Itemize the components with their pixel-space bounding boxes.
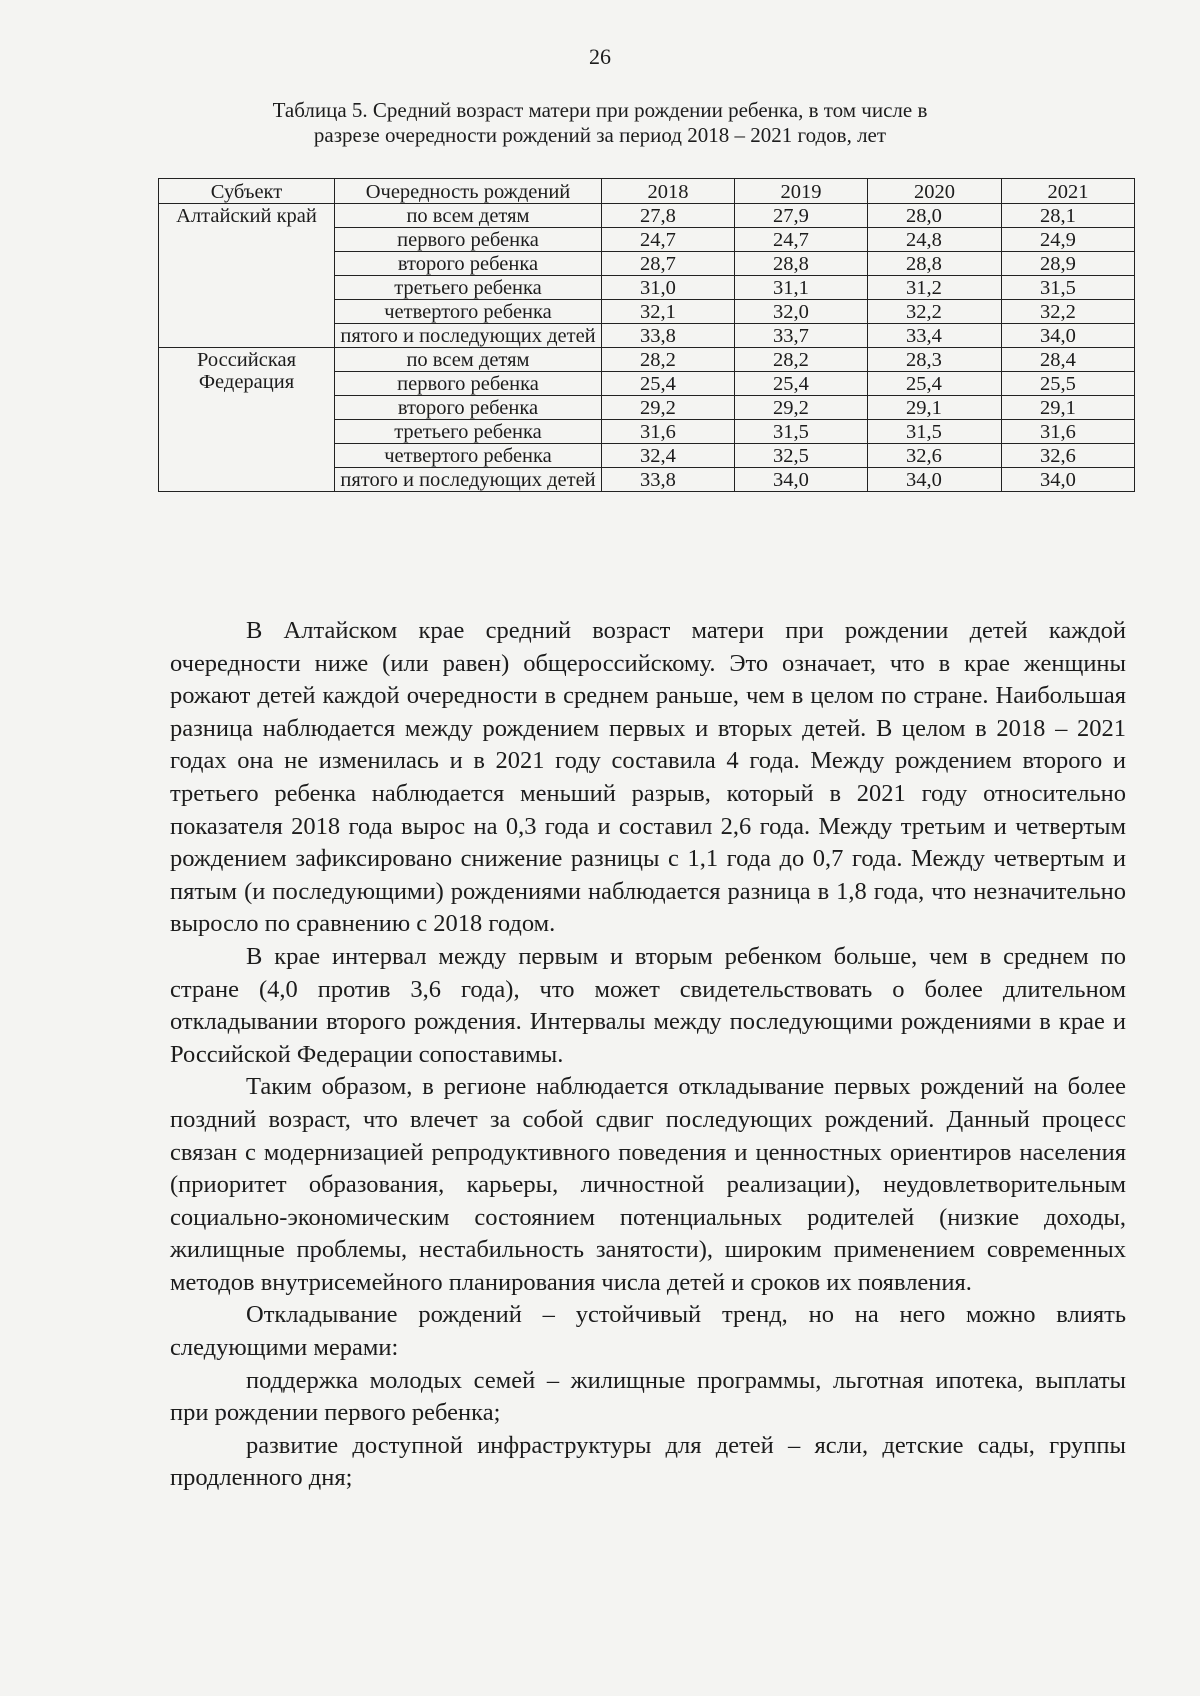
paragraph: Откладывание рождений – устойчивый тренд, но на него можно влиять следующими мерами:: [170, 1301, 1126, 1362]
value-cell: 32,1: [602, 300, 735, 324]
order-cell: по всем детям: [335, 204, 602, 228]
paragraph: В Алтайском крае средний возраст матери при рождении детей каждой очередности ниже (или равен) общероссийскому. Это означает, что в крае женщины рожают детей каждой очередности в среднем раньше, чем в целом по стране. Наибольшая разница наблюдается между рождением первых и вторых детей. В целом в 2018 – 2021 годах она не изменилась и в 2021 году составила 4 года. Между рождением второго и третьего ребенка наблюдается меньший разрыв, который в 2021 году относительно показателя 2018 года вырос на 0,3 года и составил 2,6 года. Между третьим и четвертым рождением зафиксировано снижение разницы с 1,1 года до 0,7 года. Между четвертым и пятым (и последующими) рождениями наблюдается разница в 1,8 года, что незначительно выросло по сравнению с 2018 годом.: [170, 617, 1126, 938]
header-subject: Субъект: [159, 179, 335, 204]
page-number: 26: [589, 44, 611, 69]
value-cell: 24,7: [602, 228, 735, 252]
value-cell: 28,8: [868, 252, 1002, 276]
order-cell: по всем детям: [335, 348, 602, 372]
subject-cell: Алтайский край: [159, 204, 335, 348]
value-cell: 34,0: [735, 468, 868, 492]
value-cell: 34,0: [1002, 324, 1135, 348]
value-cell: 32,5: [735, 444, 868, 468]
value-cell: 28,2: [602, 348, 735, 372]
value-cell: 31,5: [735, 420, 868, 444]
paragraph: поддержка молодых семей – жилищные программы, льготная ипотека, выплаты при рождении первого ребенка;: [170, 1366, 1126, 1427]
value-cell: 33,8: [602, 324, 735, 348]
order-cell: четвертого ребенка: [335, 300, 602, 324]
subject-cell: Российская Федерация: [159, 348, 335, 492]
paragraph: Таким образом, в регионе наблюдается откладывание первых рождений на более поздний возраст, что влечет за собой сдвиг последующих рождений. Данный процесс связан с модернизацией репродуктивного поведения и ценностных ориентиров населения (приоритет образования, карьеры, личностной реализации), неудовлетворительным социально-экономическим состоянием потенциальных родителей (низкие доходы, жилищные проблемы, нестабильность занятости), широким применением современных методов внутрисемейного планирования числа детей и сроков их появления.: [170, 1073, 1126, 1296]
value-cell: 31,5: [868, 420, 1002, 444]
value-cell: 24,7: [735, 228, 868, 252]
header-year-2020: 2020: [868, 179, 1002, 204]
value-cell: 31,0: [602, 276, 735, 300]
value-cell: 28,2: [735, 348, 868, 372]
order-cell: второго ребенка: [335, 252, 602, 276]
value-cell: 28,0: [868, 204, 1002, 228]
value-cell: 25,4: [868, 372, 1002, 396]
value-cell: 28,7: [602, 252, 735, 276]
table-body: [159, 204, 1135, 492]
header-year-2019: 2019: [735, 179, 868, 204]
value-cell: 28,9: [1002, 252, 1135, 276]
table-caption-line: разрезе очередности рождений за период 2018 – 2021 годов, лет: [313, 123, 887, 147]
table-caption: [160, 98, 1040, 148]
value-cell: 32,6: [1002, 444, 1135, 468]
value-cell: 27,9: [735, 204, 868, 228]
value-cell: 33,7: [735, 324, 868, 348]
order-cell: второго ребенка: [335, 396, 602, 420]
value-cell: 28,8: [735, 252, 868, 276]
table-caption-line: Таблица 5. Срeдний возраст матери при рождении ребенка, в том числе в: [272, 98, 928, 122]
value-cell: 34,0: [868, 468, 1002, 492]
age-table: [158, 178, 1135, 492]
value-cell: 24,9: [1002, 228, 1135, 252]
value-cell: 34,0: [1002, 468, 1135, 492]
order-cell: первого ребенка: [335, 228, 602, 252]
value-cell: 31,6: [1002, 420, 1135, 444]
value-cell: 29,1: [1002, 396, 1135, 420]
value-cell: 29,2: [602, 396, 735, 420]
value-cell: 33,8: [602, 468, 735, 492]
value-cell: 25,5: [1002, 372, 1135, 396]
table-row: [159, 348, 1135, 372]
table-header-row: [159, 179, 1135, 204]
order-cell: пятого и последующих детей: [335, 324, 602, 348]
order-cell: четвертого ребенка: [335, 444, 602, 468]
header-order: Очередность рождений: [335, 179, 602, 204]
value-cell: 29,1: [868, 396, 1002, 420]
paragraph: развитие доступной инфраструктуры для детей – ясли, детские сады, группы продленного дня;: [170, 1431, 1126, 1492]
value-cell: 25,4: [735, 372, 868, 396]
order-cell: первого ребенка: [335, 372, 602, 396]
header-year-2021: 2021: [1002, 179, 1135, 204]
value-cell: 28,3: [868, 348, 1002, 372]
value-cell: 31,6: [602, 420, 735, 444]
order-cell: третьего ребенка: [335, 420, 602, 444]
body-text: [170, 615, 1126, 1495]
value-cell: 28,1: [1002, 204, 1135, 228]
value-cell: 27,8: [602, 204, 735, 228]
order-cell: третьего ребенка: [335, 276, 602, 300]
value-cell: 31,2: [868, 276, 1002, 300]
value-cell: 32,2: [1002, 300, 1135, 324]
table-row: [159, 204, 1135, 228]
value-cell: 32,6: [868, 444, 1002, 468]
value-cell: 28,4: [1002, 348, 1135, 372]
value-cell: 29,2: [735, 396, 868, 420]
value-cell: 25,4: [602, 372, 735, 396]
value-cell: 31,5: [1002, 276, 1135, 300]
value-cell: 32,2: [868, 300, 1002, 324]
value-cell: 32,4: [602, 444, 735, 468]
value-cell: 32,0: [735, 300, 868, 324]
value-cell: 31,1: [735, 276, 868, 300]
order-cell: пятого и последующих детей: [335, 468, 602, 492]
value-cell: 24,8: [868, 228, 1002, 252]
paragraph: В крае интервал между первым и вторым ребенком больше, чем в среднем по стране (4,0 против 3,6 года), что может свидетельствовать о более длительном откладывании второго рождения. Интервалы между последующими рождениями в крае и Российской Федерации сопоставимы.: [170, 942, 1126, 1068]
header-year-2018: 2018: [602, 179, 735, 204]
value-cell: 33,4: [868, 324, 1002, 348]
